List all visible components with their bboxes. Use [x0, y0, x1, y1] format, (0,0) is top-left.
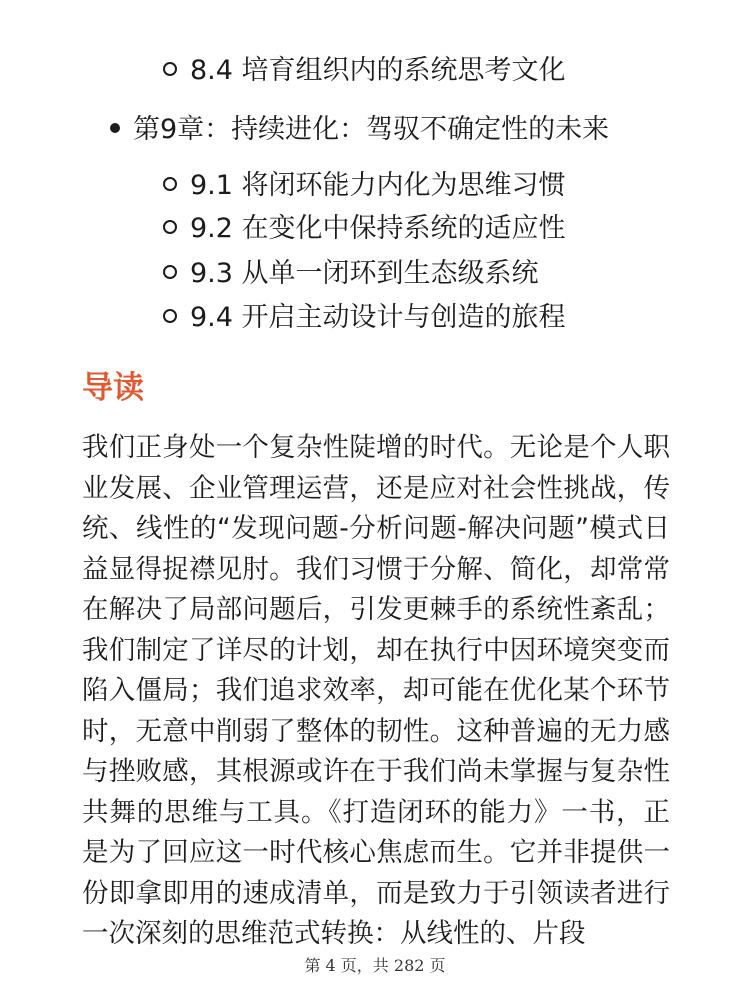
- hollow-bullet-icon: [163, 220, 177, 234]
- hollow-bullet-icon: [163, 309, 177, 323]
- toc-item-9-2: [163, 211, 566, 247]
- toc-item-label: 8.4 培育组织内的系统思考文化: [190, 55, 566, 86]
- toc-chapter-9: [110, 112, 609, 148]
- toc-chapter-label: 第9章：持续进化：驾驭不确定性的未来: [133, 114, 610, 145]
- toc-item-8-4: [163, 53, 566, 89]
- page-number: 第 4 页，共 282 页: [304, 956, 446, 975]
- body-paragraph: 我们正身处一个复杂性陡增的时代。无论是个人职业发展、企业管理运营，还是应对社会性挑战，传统、线性的“发现问题-分析问题-解决问题”模式日益显得捉襟见肘。我们习惯于分解、简化，却常常在解决了局部问题后，引发更棘手的系统性紊乱；我们制定了详尽的计划，却在执行中因环境突变而陷入僵局；我们追求效率，却可能在优化某个环节时，无意中削弱了整体的韧性。这种普遍的无力感与挫败感，其根源或许在于我们尚未掌握与复杂性共舞的思维与工具。《打造闭环的能力》一书，正是为了回应这一时代核心焦虑而生。它并非提供一份即拿即用的速成清单，而是致力于引领读者进行一次深刻的思维范式转换：从线性的、片段: [82, 432, 670, 949]
- toc-item-label: 9.2 在变化中保持系统的适应性: [190, 213, 566, 244]
- solid-bullet-icon: [110, 123, 120, 133]
- hollow-bullet-icon: [163, 265, 177, 279]
- toc-item-9-3: [163, 256, 539, 292]
- toc-item-label: 9.1 将闭环能力内化为思维习惯: [190, 170, 566, 201]
- hollow-bullet-icon: [163, 62, 177, 76]
- toc-item-9-1: [163, 168, 566, 204]
- toc-item-label: 9.3 从单一闭环到生态级系统: [190, 258, 539, 289]
- toc-item-label: 9.4 开启主动设计与创造的旅程: [190, 302, 566, 333]
- toc-item-9-4: [163, 300, 566, 336]
- section-heading: 导读: [82, 370, 144, 406]
- hollow-bullet-icon: [163, 177, 177, 191]
